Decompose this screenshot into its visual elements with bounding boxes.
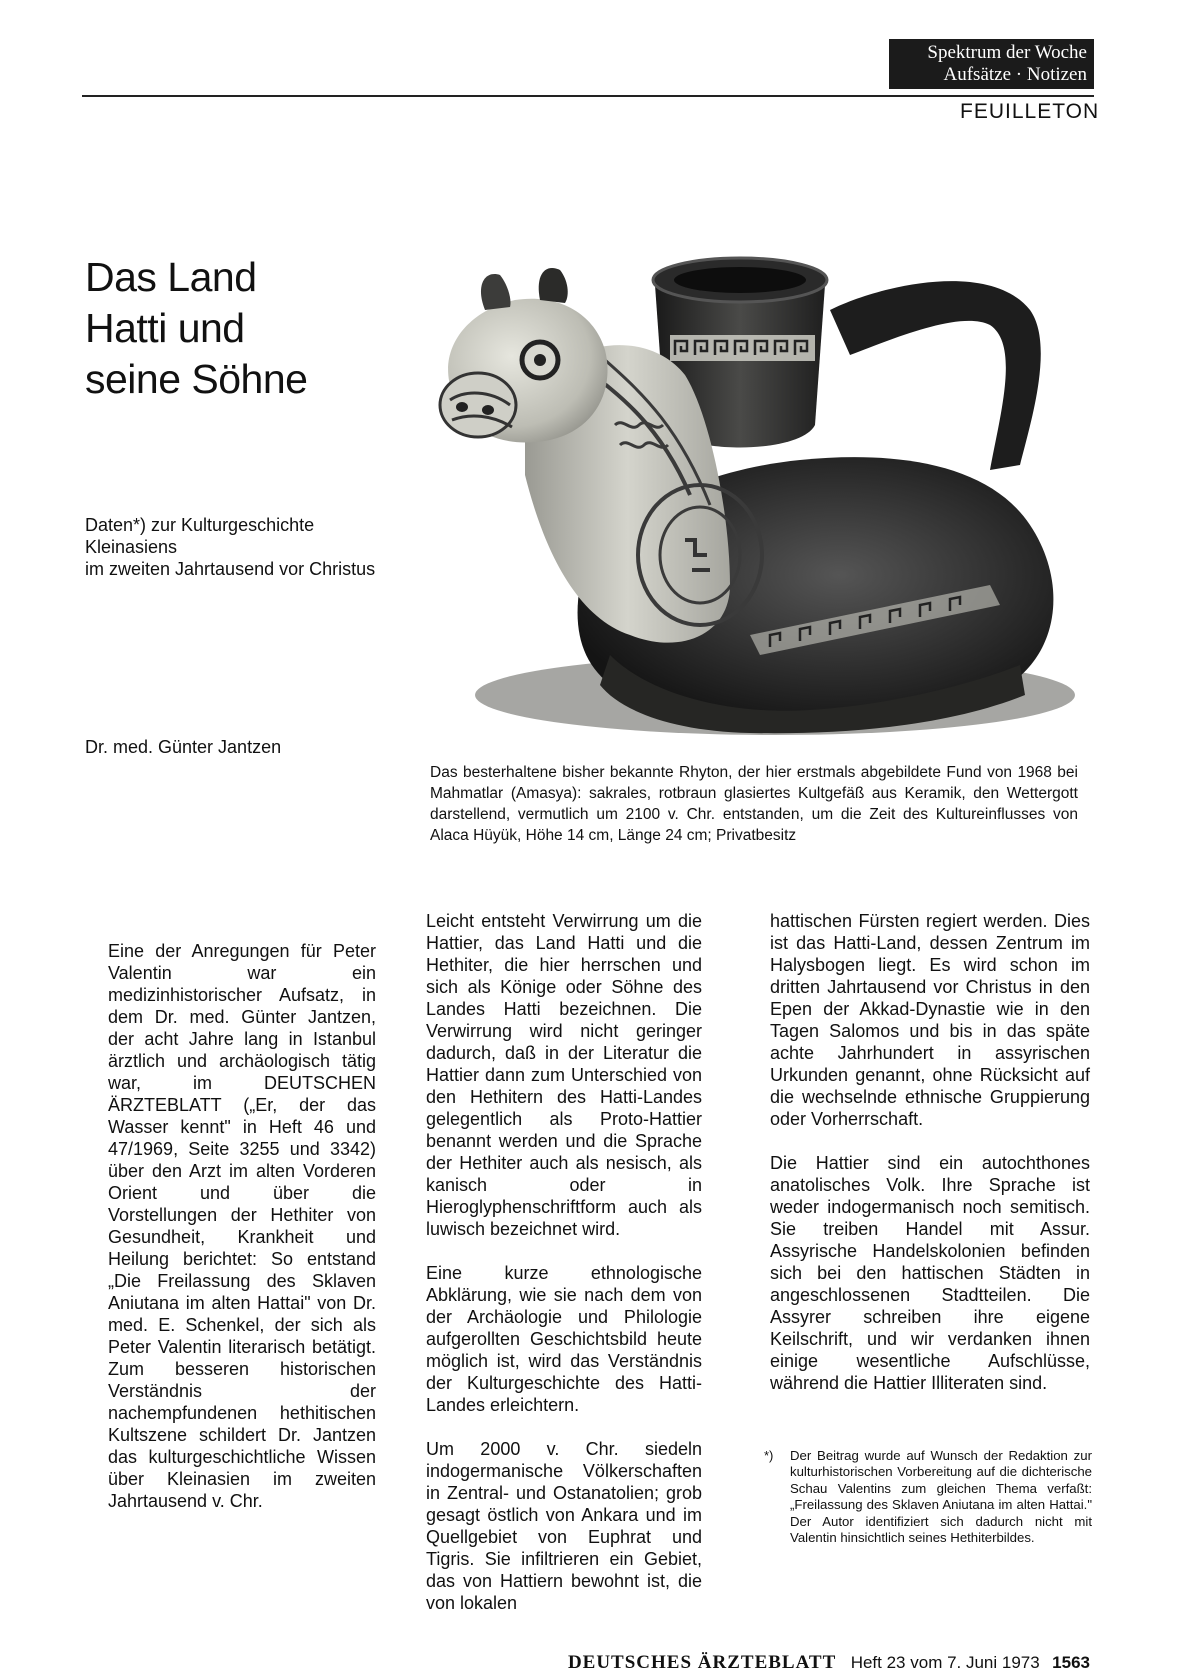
body-paragraph-1: Leicht entsteht Verwirrung um die Hattier, das Land Hatti und die Hethiter, die hier herrschen und sich als Könige oder Söhne des Landes Hatti bezeichnen. Die Verwirrung wird nicht geringer dadurch, daß in der Literatur die Hattier dann zum Unterschied von den Hethitern des Hatti-Landes gelegentlich als Proto-Hattier benannt werden und die Sprache der Hethiter auch als nesisch, als kanisch oder in Hieroglyphenschriftform auch als luwisch bezeichnet wird. xyxy=(426,911,702,1239)
rhyton-photo xyxy=(430,255,1080,755)
subtitle-line-3: im zweiten Jahrtausend vor Christus xyxy=(85,559,376,579)
body-paragraph-4: hattischen Fürsten regiert werden. Dies ist das Hatti-Land, dessen Zentrum im Halysbogen liegt. Es wird schon im dritten Jahrtausend vor Christus in den Epen der Akkad-Dynastie wie in den Tagen Salomos und bis in das späte achte Jahrhundert in assyrischen Urkunden genannt, ohne Rücksicht auf die wechselnde ethnische Gruppierung oder Vorherrschaft. xyxy=(770,911,1090,1129)
section-name: FEUILLETON xyxy=(960,100,1100,123)
body-paragraph-5: Die Hattier sind ein autochthones anatolisches Volk. Ihre Sprache ist weder indogermanisch noch semitisch. Sie treiben Handel mit Assur. Assyrische Handelskolonien befinden sich bei den hattischen Städten in angeschlossenen Stadtteilen. Die Assyrer schreiben ihre eigene Keilschrift, und wir verdanken ihnen einige wesentliche Aufschlüsse, während die Hattier Illiteraten sind. xyxy=(770,1153,1090,1393)
title-line-1: Das Land xyxy=(85,254,257,300)
photo-caption: Das besterhaltene bisher bekannte Rhyton, der hier erstmals abgebildete Fund von 1968 bei Mahmatlar (Amasya): sakrales, rotbraun glasiertes Kultgefäß aus Keramik, den Wettergott darstellend, vermutlich um 2100 v. Chr. entstanden, um die Zeit des Kultureinflusses von Alaca Hüyük, Höhe 14 cm, Länge 24 cm; Privatbesitz xyxy=(430,764,1078,844)
body-paragraph-2: Eine kurze ethnologische Abklärung, wie sie nach dem von der Archäologie und Philologie aufgerollten Geschichtsbild heute möglich ist, wird das Verständnis der Kulturgeschichte des Hatti-Landes erleichtern. xyxy=(426,1263,702,1415)
section-label-line2: Aufsätze · Notizen xyxy=(943,64,1087,85)
bull-horn-right xyxy=(539,268,568,303)
vessel-handle xyxy=(830,281,1041,470)
author-name: Dr. med. Günter Jantzen xyxy=(85,737,282,757)
section-label-box xyxy=(889,39,1094,89)
footnote-mark: *) xyxy=(764,1448,774,1463)
subtitle-line-1: Daten*) zur Kulturgeschichte xyxy=(85,515,315,535)
bull-horn-left xyxy=(481,274,511,310)
title-line-3: seine Söhne xyxy=(85,356,308,402)
footer-page-number: 1563 xyxy=(1052,1653,1090,1672)
page-footer xyxy=(470,1652,1090,1674)
header-rule xyxy=(82,95,1094,97)
column-2 xyxy=(426,910,702,1636)
section-label-line1: Spektrum der Woche xyxy=(927,42,1087,63)
bull-snout xyxy=(440,373,516,437)
intro-paragraph: Eine der Anregungen für Peter Valentin war ein medizinhistorischer Aufsatz, in dem Dr. med. Günter Jantzen, der acht Jahre lang in Istanbul ärztlich und archäologisch tätig war, im DEUTSCHEN ÄRZTEBLATT („Er, der das Wasser kennt" in Heft 46 und 47/1969, Seite 3255 und 3342) über den Arzt im alten Vorderen Orient und über die Vorstellungen der Hethiter von Gesundheit, Krankheit und Heilung berichtet: So entstand „Die Freilassung des Sklaven Aniutana im alten Hattai" von Dr. med. E. Schenkel, der sich als Peter Valentin literarisch betätigt. Zum besseren historischen Verständnis der nachempfundenen hethitischen Kultszene schildert Dr. Jantzen das kulturgeschichtliche Wissen über Kleinasien im zweiten Jahrtausend v. Chr. xyxy=(108,941,376,1511)
article-title xyxy=(85,252,415,405)
column-3 xyxy=(770,910,1090,1416)
body-paragraph-3: Um 2000 v. Chr. siedeln indogermanische Völkerschaften in Zentral- und Ostanatolien; grob gesagt östlich von Ankara und im Quellgebiet von Euphrat und Tigris. Sie infiltrieren ein Gebiet, das von Hattiern bewohnt ist, die von lokalen xyxy=(426,1439,702,1613)
footnote-text: Der Beitrag wurde auf Wunsch der Redaktion zur kulturhistorischen Vorbereitung auf die dichterische Schau Valentins zum gleichen Thema verfaßt: „Freilassung des Sklaven Aniutana im alten Hattai." Der Autor identifiziert sich dadurch nicht mit Valentin hinsichtlich seines Hethiterbildes. xyxy=(790,1448,1092,1546)
footer-issue: Heft 23 vom 7. Juni 1973 xyxy=(850,1653,1040,1672)
column-intro xyxy=(108,940,376,1534)
footer-journal: DEUTSCHES ÄRZTEBLATT xyxy=(567,1652,837,1673)
title-line-2: Hatti und xyxy=(85,305,245,351)
article-subtitle xyxy=(85,514,425,580)
subtitle-line-2: Kleinasiens xyxy=(85,537,178,557)
